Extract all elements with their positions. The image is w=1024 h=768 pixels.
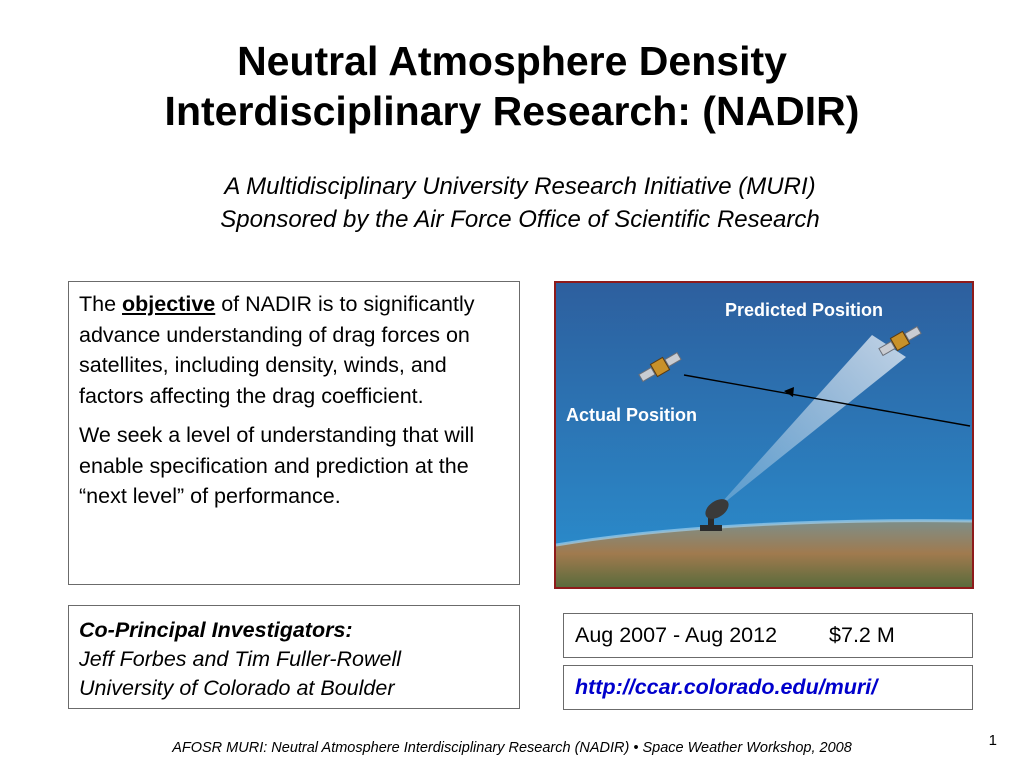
subtitle-line-1: A Multidisciplinary University Research Initiative (MURI) — [224, 173, 816, 200]
objective-paragraph — [79, 289, 509, 411]
objective-rest: of NADIR is to significantly advance understanding of drag forces on satellites, including density, winds, and factors affecting the drag coefficient. — [79, 292, 475, 408]
footer-text: AFOSR MURI: Neutral Atmosphere Interdisciplinary Research (NADIR) • Space Weather Workshop, 2008 — [172, 740, 852, 756]
project-url-box — [563, 665, 973, 710]
satellite-illustration — [556, 283, 972, 587]
investigators-heading: Co-Principal Investigators: — [79, 618, 353, 642]
project-url-link[interactable]: http://ccar.colorado.edu/muri/ — [575, 675, 878, 699]
slide-title — [0, 36, 1024, 136]
satellite-tracking-figure — [554, 281, 974, 589]
title-line-2: Interdisciplinary Research: (NADIR) — [164, 88, 860, 134]
objective-keyword: objective — [122, 292, 216, 316]
objective-lead: The — [79, 292, 123, 316]
understanding-paragraph: We seek a level of understanding that will enable specification and prediction at the “next level” of performance. — [79, 423, 475, 508]
project-dates: Aug 2007 - Aug 2012 — [575, 623, 778, 647]
project-cost: $7.2 M — [829, 623, 895, 647]
project-dates-box — [563, 613, 973, 658]
subtitle-line-2: Sponsored by the Air Force Office of Scientific Research — [220, 206, 820, 233]
investigators-institution: University of Colorado at Boulder — [79, 676, 395, 700]
title-line-1: Neutral Atmosphere Density — [237, 38, 787, 84]
objective-box — [68, 281, 520, 585]
actual-position-label: Actual Position — [566, 405, 698, 425]
predicted-position-label: Predicted Position — [725, 300, 884, 320]
investigators-names: Jeff Forbes and Tim Fuller-Rowell — [79, 647, 402, 671]
slide-subtitle — [100, 170, 940, 236]
page-number: 1 — [988, 732, 997, 749]
investigators-box — [68, 605, 520, 709]
